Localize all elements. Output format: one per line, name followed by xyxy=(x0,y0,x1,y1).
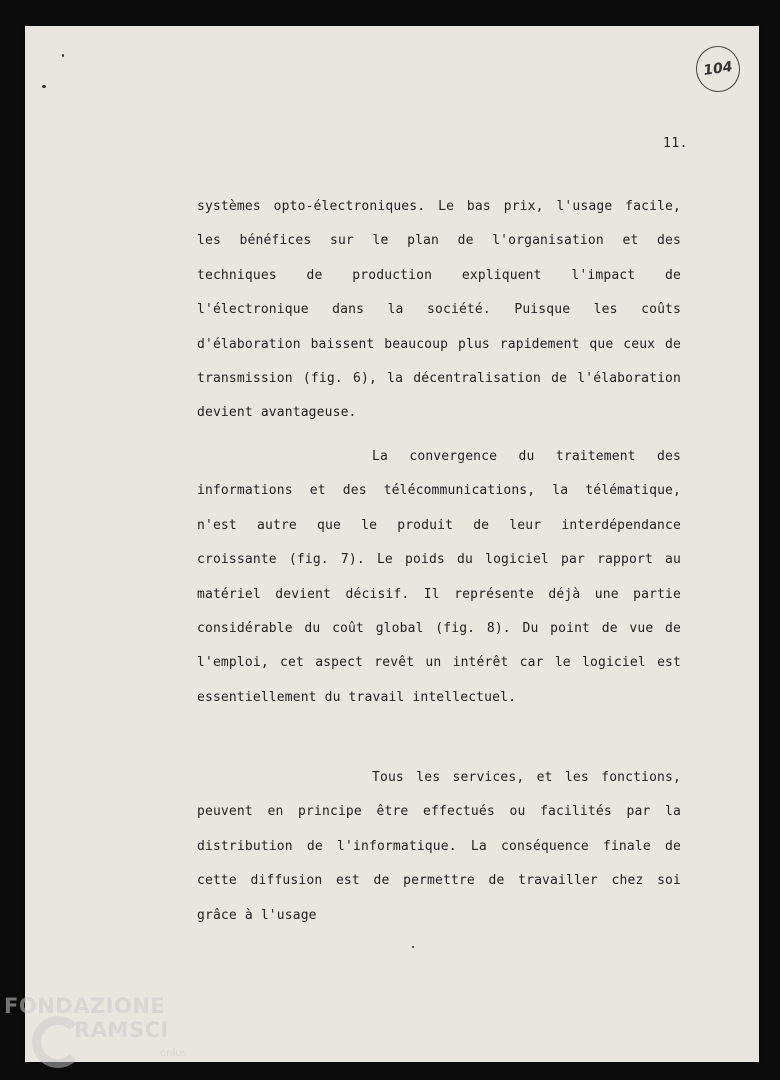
archive-stamp: 104 xyxy=(693,43,743,95)
watermark-line2: RAMSCI xyxy=(74,1018,169,1042)
paper-speck xyxy=(412,946,414,948)
watermark-line1: FONDAZIONE xyxy=(4,994,166,1018)
paper-speck xyxy=(62,54,64,57)
paragraph-1: systèmes opto-électroniques. Le bas prix, l'usage facile, les bénéfices sur le plan de l'organisation et des techniques de production expliquent l'impact de l'électronique dans la société. Puisque les coûts d'élaboration baissent beaucoup plus rapidement que ceux de transmission (fig. 6), la décentralisation de l'élaboration devient avantageuse. xyxy=(197,199,681,421)
paper-speck xyxy=(42,85,46,88)
page-number: 11. xyxy=(663,136,688,151)
watermark-line3: onlus xyxy=(160,1048,187,1059)
document-page xyxy=(25,26,759,1062)
fondazione-gramsci-watermark xyxy=(4,994,204,1080)
paragraph-3: Tous les services, et les fonctions, peuvent en principe être effectués ou facilités par la distribution de l'informatique. La conséquence finale de cette diffusion est de permettre de travailler chez soi grâce à l'usage xyxy=(197,770,681,923)
paragraph-2: La convergence du traitement des informations et des télécommunications, la télématique, n'est autre que le produit de leur interdépendance croissante (fig. 7). Le poids du logiciel par rapport au matériel devient décisif. Il représente déjà une partie considérable du coût global (fig. 8). Du point de vue de l'emploi, cet aspect revêt un intérêt car le logiciel est essentiellement du travail intellectuel. xyxy=(197,449,681,705)
